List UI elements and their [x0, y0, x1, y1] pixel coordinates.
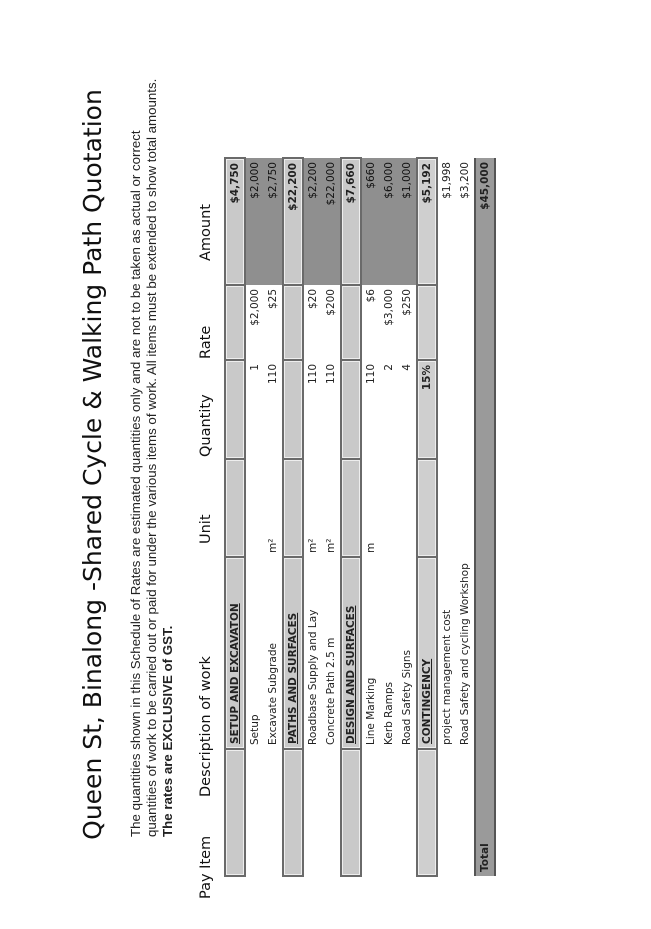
amount-cell: $6,000 [380, 158, 398, 285]
page-title: Queen St, Binalong -Shared Cycle & Walking Path Quotation [78, 89, 107, 840]
section-row [417, 158, 437, 876]
description-cell: Road Safety and cycling Workshop [459, 563, 471, 745]
rate-cell: $250 [401, 289, 413, 316]
pay-item-cell [303, 749, 322, 876]
rate-cell: $3,000 [383, 289, 395, 326]
amount-cell: $22,200 [283, 158, 303, 285]
pay-item-cell [264, 749, 283, 876]
unit-cell [380, 459, 398, 557]
section-row [283, 158, 303, 876]
header-rate: Rate [198, 325, 214, 359]
unit-cell [225, 459, 245, 557]
description-cell: Setup [249, 714, 261, 745]
rate-cell: $2,000 [249, 289, 261, 326]
unit-cell: m² [267, 538, 279, 553]
pay-item-cell [245, 749, 264, 876]
amount-cell: $22,000 [322, 158, 341, 285]
rate-cell [437, 285, 456, 360]
description-cell: project management cost [441, 609, 453, 745]
rate-cell [341, 285, 361, 360]
pay-item-cell [341, 749, 361, 876]
rate-cell [225, 285, 245, 360]
rate-cell [283, 285, 303, 360]
table-row [245, 158, 264, 876]
table-row [456, 158, 475, 876]
rate-cell [456, 285, 475, 360]
quantity-cell: 110 [325, 364, 337, 385]
unit-cell [283, 459, 303, 557]
header-quantity: Quantity [198, 394, 214, 457]
description-cell: Kerb Ramps [383, 681, 395, 745]
pay-item-cell [225, 749, 245, 876]
amount-cell: $2,200 [303, 158, 322, 285]
unit-cell [398, 459, 417, 557]
description-cell: Road Safety Signs [401, 650, 413, 745]
total-amount: $45,000 [475, 158, 495, 285]
quantity-cell: 4 [401, 364, 413, 371]
pay-item-cell [361, 749, 380, 876]
header-pay-item: Pay Item [198, 835, 214, 899]
table-row [264, 158, 283, 876]
amount-cell: $1,000 [398, 158, 417, 285]
table-row [322, 158, 341, 876]
unit-cell: m [365, 542, 377, 553]
pay-item-cell [322, 749, 341, 876]
unit-cell [437, 459, 456, 557]
table-row [437, 158, 456, 876]
quantity-cell [283, 360, 303, 459]
quantity-cell [225, 360, 245, 459]
header-unit: Unit [198, 514, 214, 544]
unit-cell: m² [325, 538, 337, 553]
unit-cell [456, 459, 475, 557]
header-description: Description of work [198, 656, 214, 797]
unit-cell [417, 459, 437, 557]
table-row [303, 158, 322, 876]
pay-item-cell [380, 749, 398, 876]
intro-gst-note: The rates are EXCLUSIVE of GST. [160, 625, 175, 837]
pay-item-cell [283, 749, 303, 876]
pay-item-cell [456, 749, 475, 876]
amount-cell: $2,000 [245, 158, 264, 285]
table-row [398, 158, 417, 876]
intro-paragraph [128, 77, 176, 837]
unit-cell [341, 459, 361, 557]
description-cell: CONTINGENCY [417, 557, 437, 749]
quantity-cell [437, 360, 456, 459]
total-row [475, 158, 495, 876]
unit-cell [245, 459, 264, 557]
description-cell: Line Marking [365, 677, 377, 745]
quantity-cell: 15% [417, 360, 437, 459]
pay-item-cell [437, 749, 456, 876]
intro-text: The quantities shown in this Schedule of Rates are estimated quantities only and are not to be taken as actual or correct quantities of work to be carried out or paid for under the various items of work. All items must be extended to show total amounts. [128, 78, 159, 837]
amount-cell: $3,200 [459, 162, 471, 199]
quantity-cell: 110 [365, 364, 377, 385]
quantity-cell [456, 360, 475, 459]
section-row [225, 158, 245, 876]
quantity-cell: 110 [307, 364, 319, 385]
amount-cell: $5,192 [417, 158, 437, 285]
header-amount: Amount [198, 204, 214, 261]
pay-item-cell [417, 749, 437, 876]
amount-cell: $7,660 [341, 158, 361, 285]
section-row [341, 158, 361, 876]
amount-cell: $1,998 [441, 162, 453, 199]
description-cell: Concrete Path 2.5 m [325, 637, 337, 745]
rate-cell: $20 [307, 289, 319, 310]
quantity-cell: 1 [249, 364, 261, 371]
description-cell: SETUP AND EXCAVATON [225, 557, 245, 749]
unit-cell: m² [307, 538, 319, 553]
rate-cell: $200 [325, 289, 337, 316]
rate-cell: $25 [267, 289, 279, 310]
description-cell: Excavate Subgrade [267, 643, 279, 745]
amount-cell: $4,750 [225, 158, 245, 285]
rate-cell [417, 285, 437, 360]
amount-cell: $660 [361, 158, 380, 285]
amount-cell: $2,750 [264, 158, 283, 285]
quantity-cell: 110 [267, 364, 279, 385]
quotation-table [224, 157, 496, 877]
pay-item-cell [398, 749, 417, 876]
description-cell: DESIGN AND SURFACES [341, 557, 361, 749]
description-cell: PATHS AND SURFACES [283, 557, 303, 749]
rate-cell: $6 [365, 289, 377, 303]
quantity-cell [341, 360, 361, 459]
table-row [361, 158, 380, 876]
total-label: Total [475, 749, 495, 876]
description-cell: Roadbase Supply and Lay [307, 609, 319, 745]
quantity-cell: 2 [383, 364, 395, 371]
table-row [380, 158, 398, 876]
